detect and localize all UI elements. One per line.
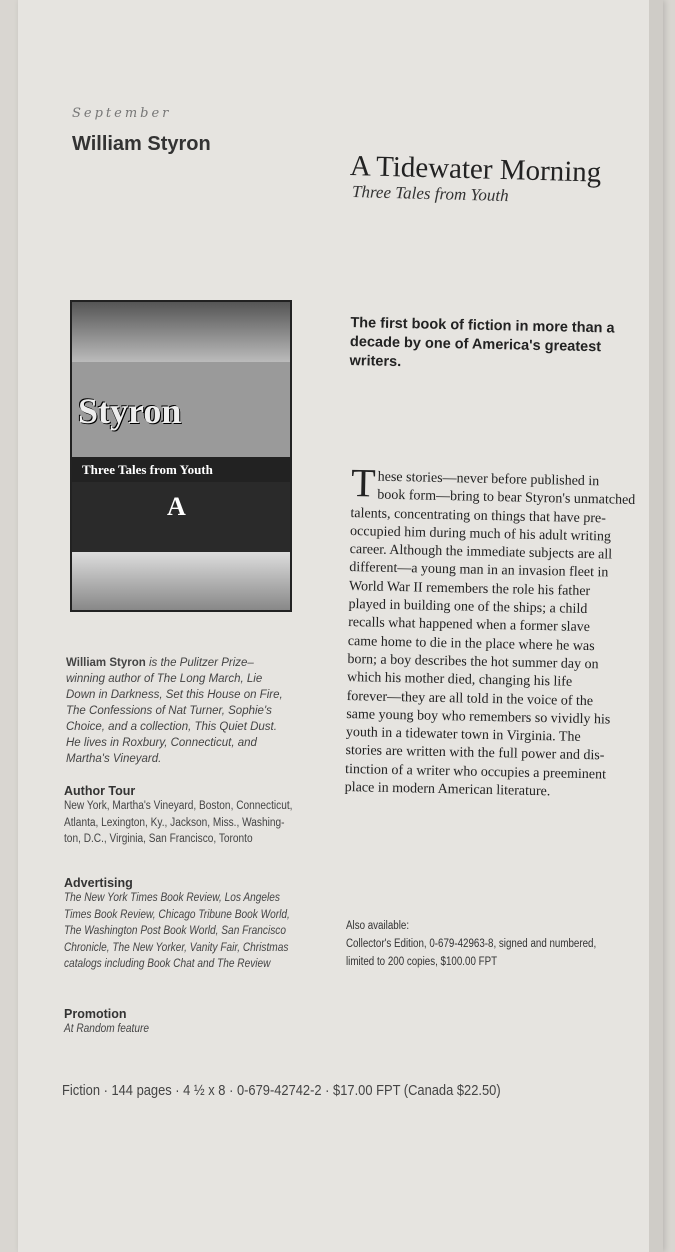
book-title: A Tidewater Morning	[349, 150, 602, 189]
advertising-line: Times Book Review, Chicago Tribune Book World,	[64, 908, 290, 921]
advertising-heading: Advertising	[64, 876, 133, 890]
description-line: talents, concentrating on things that have pre-	[350, 505, 607, 526]
bio-line: winning author of The Long March, Lie	[66, 673, 263, 685]
book-cover-image	[70, 300, 292, 612]
promotion-text: At Random feature	[64, 1023, 149, 1035]
also-available-line: Collector's Edition, 0-679-42963-8, signed and numbered,	[346, 938, 597, 950]
bio-line: Down in Darkness, Set this House on Fire,	[66, 689, 283, 701]
description-line: came home to die in the place where he was	[347, 633, 595, 654]
tour-line: New York, Martha's Vineyard, Boston, Connecticut,	[64, 800, 293, 812]
drop-cap: T	[350, 460, 377, 506]
description-line: youth in a tidewater town in Virginia. The	[345, 725, 581, 746]
page-edge	[649, 0, 663, 1252]
tagline: The first book of fiction in more than a decade by one of America's greatest writers.	[349, 315, 615, 371]
description-line: occupied him during much of his adult writing	[349, 523, 612, 545]
description-line: recalls what happened when a former slave	[348, 615, 591, 636]
description-line: born; a boy describes the hot summer day on	[347, 651, 599, 673]
description-line: stories are written with the full power and dis-	[345, 743, 605, 764]
bio-name: William Styron	[66, 657, 146, 669]
bio-line: Martha's Vineyard.	[66, 753, 162, 765]
author-tour-section	[64, 774, 354, 848]
author-tour-heading: Author Tour	[64, 784, 136, 798]
bio-line: He lives in Roxbury, Connecticut, and	[66, 737, 257, 749]
description-line: hese stories—never before published in	[377, 469, 600, 490]
month-label: September	[72, 106, 172, 121]
bio-line: The Confessions of Nat Turner, Sophie's	[66, 705, 272, 717]
description-line: book form—bring to bear Styron's unmatched	[377, 487, 636, 509]
description-line: same young boy who remembers so vividly his	[346, 706, 611, 728]
cover-title: Styron	[78, 391, 182, 431]
advertising-section	[64, 866, 354, 973]
bio-line: is the Pulitzer Prize–	[145, 657, 254, 669]
advertising-line: Chronicle, The New Yorker, Vanity Fair, Christmas	[64, 941, 289, 954]
description	[344, 460, 652, 804]
also-available-label: Also available:	[346, 920, 410, 932]
description-line: played in building one of the ships; a child	[348, 597, 588, 618]
description-line: career. Although the immediate subjects are all	[349, 542, 613, 563]
cover-subtitle: Three Tales from Youth	[82, 462, 213, 477]
description-line: different—a young man in an invasion fleet in	[349, 560, 609, 581]
bio-line: Choice, and a collection, This Quiet Dust.	[66, 721, 277, 733]
description-line: place in modern American literature.	[344, 780, 551, 800]
advertising-line: The Washington Post Book World, San Francisco	[64, 925, 286, 937]
description-line: forever—they are all told in the voice of the	[346, 688, 594, 709]
advertising-line: catalogs including Book Chat and The Review	[64, 958, 271, 970]
description-line: tinction of a writer who occupies a preeminent	[344, 761, 607, 783]
author-bio	[66, 655, 306, 767]
promotion-heading: Promotion	[64, 1007, 127, 1021]
cover-word: A	[167, 492, 186, 521]
tour-line: Atlanta, Lexington, Ky., Jackson, Miss., Washing-	[64, 816, 285, 829]
description-line: World War II remembers the role his father	[348, 578, 591, 599]
also-available-line: limited to 200 copies, $100.00 FPT	[346, 956, 498, 968]
book-specs-footer: Fiction · 144 pages · 4 ½ x 8 · 0-679-42742-2 · $17.00 FPT (Canada $22.50)	[62, 1082, 501, 1099]
tour-line: ton, D.C., Virginia, San Francisco, Toronto	[64, 833, 253, 845]
also-available	[346, 917, 596, 971]
advertising-line: The New York Times Book Review, Los Angeles	[64, 892, 280, 904]
description-line: which his mother died, changing his life	[346, 670, 573, 690]
author-name: William Styron	[72, 133, 211, 155]
promotion-section	[64, 997, 354, 1038]
book-subtitle: Three Tales from Youth	[351, 182, 509, 206]
